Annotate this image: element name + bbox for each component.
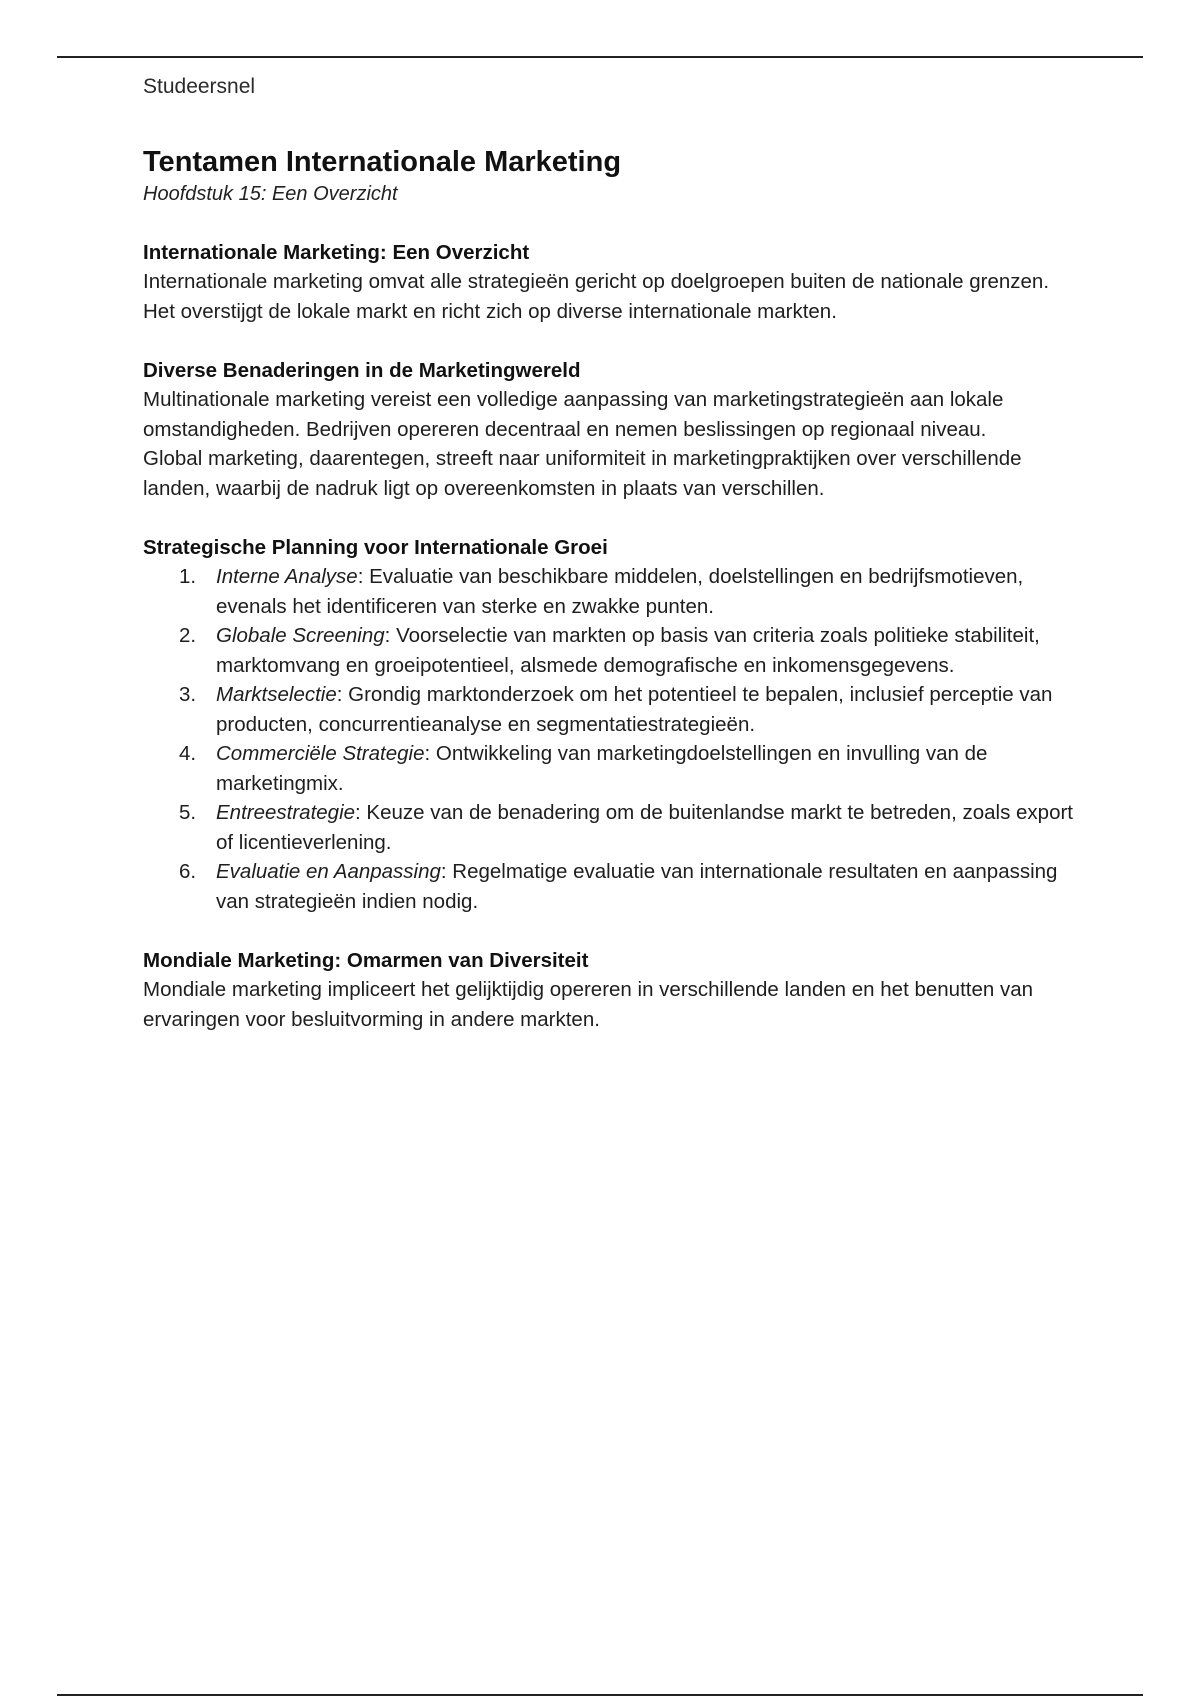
list-item-text: : Keuze van de benadering om de buitenlandse markt te betreden, zoals export of licentieverlening. — [216, 801, 1073, 854]
list-item — [143, 798, 1073, 857]
list-item — [143, 621, 1073, 680]
list-item-number: 5. — [179, 801, 197, 824]
list-item-term: Interne Analyse — [216, 565, 358, 588]
list-item-number: 6. — [179, 860, 197, 883]
list-item-number: 1. — [179, 565, 197, 588]
list-item-term: Commerciële Strategie — [216, 742, 425, 765]
list-item — [143, 857, 1073, 916]
list-item-text: : Ontwikkeling van marketingdoelstellingen en invulling van de marketingmix. — [216, 742, 988, 795]
list-item-number: 3. — [179, 683, 197, 706]
section-paragraph: Mondiale marketing impliceert het gelijktijdig opereren in verschillende landen en het benutten van ervaringen voor besluitvorming in andere markten. — [143, 978, 1034, 1031]
list-item-term: Evaluatie en Aanpassing — [216, 860, 441, 883]
document-title: Tentamen Internationale Marketing — [143, 146, 622, 178]
list-item — [143, 680, 1073, 739]
section-heading: Mondiale Marketing: Omarmen van Diversiteit — [143, 949, 589, 972]
list-item-number: 4. — [179, 742, 197, 765]
brand-label: Studeersnel — [143, 75, 256, 98]
section-paragraph: Multinationale marketing vereist een volledige aanpassing van marketingstrategieën aan lokale omstandigheden. Bedrijven opereren decentraal en nemen beslissingen op regionaal niveau. — [143, 388, 1004, 441]
document-page — [143, 74, 1073, 1034]
section-overview — [143, 238, 1073, 326]
section-heading: Strategische Planning voor Internationale Groei — [143, 536, 608, 559]
list-item-number: 2. — [179, 624, 197, 647]
list-item-term: Marktselectie — [216, 683, 337, 706]
section-approaches — [143, 356, 1073, 503]
list-item-term: Globale Screening — [216, 624, 385, 647]
list-item-text: : Grondig marktonderzoek om het potentieel te bepalen, inclusief perceptie van producten, concurrentieanalyse en segmentatiestrategieën. — [216, 683, 1053, 736]
footer-divider — [57, 1694, 1143, 1696]
section-mondial — [143, 946, 1073, 1034]
section-paragraph: Global marketing, daarentegen, streeft naar uniformiteit in marketingpraktijken over verschillende landen, waarbij de nadruk ligt op overeenkomsten in plaats van verschillen. — [143, 447, 1022, 500]
section-heading: Diverse Benaderingen in de Marketingwereld — [143, 359, 581, 382]
list-item — [143, 739, 1073, 798]
list-item-text: : Voorselectie van markten op basis van criteria zoals politieke stabiliteit, marktomvang en groeipotentieel, alsmede demografische en inkomensgegevens. — [216, 624, 1040, 677]
section-paragraph: Internationale marketing omvat alle strategieën gericht op doelgroepen buiten de nationale grenzen. Het overstijgt de lokale markt en richt zich op diverse internationale markten. — [143, 270, 1050, 323]
planning-steps-list — [143, 562, 1073, 916]
list-item-text: : Regelmatige evaluatie van internationale resultaten en aanpassing van strategieën indien nodig. — [216, 860, 1058, 913]
header-divider — [57, 56, 1143, 58]
list-item — [143, 562, 1073, 621]
section-heading: Internationale Marketing: Een Overzicht — [143, 241, 530, 264]
document-subtitle: Hoofdstuk 15: Een Overzicht — [143, 183, 398, 205]
list-item-term: Entreestrategie — [216, 801, 356, 824]
section-planning — [143, 533, 1073, 916]
list-item-text: : Evaluatie van beschikbare middelen, doelstellingen en bedrijfsmotieven, evenals het identificeren van sterke en zwakke punten. — [216, 565, 1024, 618]
